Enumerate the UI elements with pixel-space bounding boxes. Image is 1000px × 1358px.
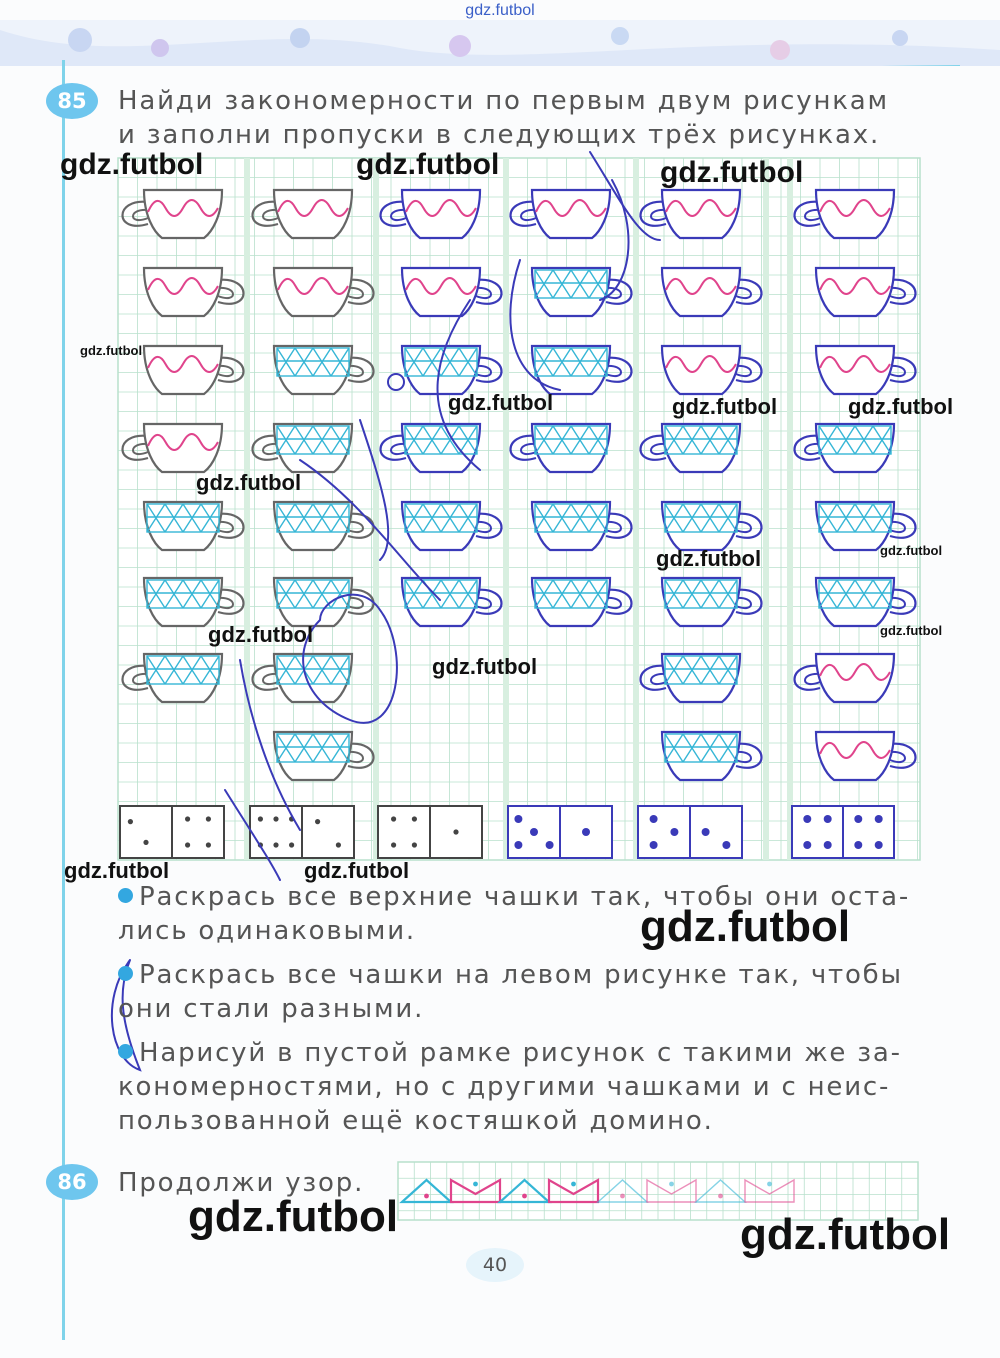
task86-text: Продолжи узор.	[118, 1168, 365, 1198]
task85-line2: и заполни пропуски в следующих трёх рисунках.	[118, 120, 881, 150]
bullet-3	[118, 1036, 902, 1138]
bullet-dot-icon	[118, 966, 133, 981]
watermark: gdz.futbol	[60, 148, 204, 181]
domino-tile	[792, 806, 894, 858]
bullet-3-line2: кономерностями, но с другими чашками и с неис-	[118, 1072, 891, 1102]
watermark: gdz.futbol	[672, 394, 778, 419]
watermark: gdz.futbol	[356, 148, 500, 181]
domino-tile	[638, 806, 742, 858]
bullet-3-line1: Нарисуй в пустой рамке рисунок с такими же за-	[139, 1038, 902, 1068]
bullet-dot-icon	[118, 1044, 133, 1059]
watermark: gdz.futbol	[304, 858, 410, 883]
watermark: gdz.futbol	[848, 394, 954, 419]
domino-tile	[120, 806, 224, 858]
bullet-2-line2: они стали разными.	[118, 994, 425, 1024]
watermark: gdz.futbol	[448, 390, 554, 415]
bullet-1-line2: лись одинаковыми.	[118, 916, 416, 946]
domino-tile	[508, 806, 612, 858]
watermark: gdz.futbol	[208, 622, 314, 647]
watermark: gdz.futbol	[432, 654, 538, 679]
bullet-2	[118, 958, 903, 1026]
bullet-2-line1: Раскрась все чашки на левом рисунке так, чтобы	[139, 960, 903, 990]
task-number-85: 85	[46, 83, 98, 119]
domino-tile	[250, 806, 354, 858]
task-number-86: 86	[46, 1164, 98, 1200]
bullet-dot-icon	[118, 888, 133, 903]
watermark: gdz.futbol	[80, 343, 143, 358]
bullet-1-line1: Раскрась все верхние чашки так, чтобы они оста-	[139, 882, 911, 912]
watermark: gdz.futbol	[64, 858, 170, 883]
watermark: gdz.futbol	[740, 1210, 951, 1259]
watermark: gdz.futbol	[656, 546, 762, 571]
watermark: gdz.futbol	[640, 902, 851, 951]
page-number: 40	[466, 1248, 524, 1282]
domino-tile	[378, 806, 482, 858]
task85-line1: Найди закономерности по первым двум рисункам	[118, 86, 889, 116]
watermark: gdz.futbol	[660, 156, 804, 189]
watermark: gdz.futbol	[196, 470, 302, 495]
watermark: gdz.futbol	[188, 1192, 399, 1241]
watermark-top: gdz.futbol	[465, 2, 535, 19]
watermark: gdz.futbol	[880, 623, 943, 638]
watermark: gdz.futbol	[880, 543, 943, 558]
bullet-3-line3: пользованной ещё костяшкой домино.	[118, 1106, 714, 1136]
